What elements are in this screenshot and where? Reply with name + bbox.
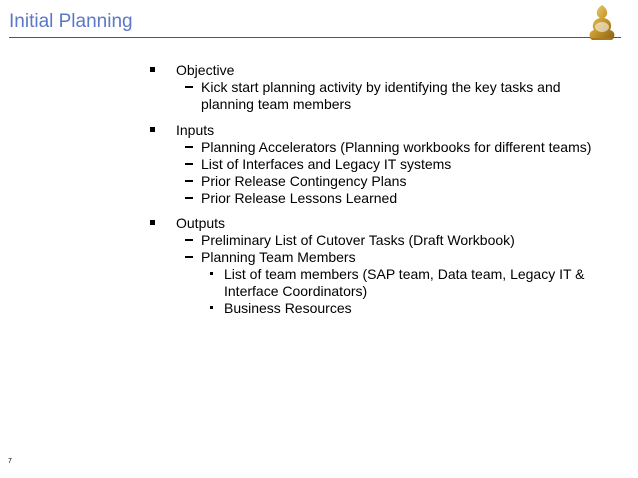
section-heading-inputs: Inputs [176, 122, 215, 138]
page-number: 7 [8, 458, 12, 465]
list-item-line: Preliminary List of Cutover Tasks (Draft Workbook) [201, 232, 515, 248]
list-item-line: Prior Release Lessons Learned [201, 190, 398, 206]
slide-title: Initial Planning [9, 11, 133, 32]
dot-bullet-icon [210, 272, 213, 275]
dash-bullet-icon [185, 146, 193, 148]
list-item-line: Prior Release Contingency Plans [201, 173, 407, 189]
sub-list-item-line: List of team members (SAP team, Data team, Legacy IT & [224, 266, 585, 282]
dash-bullet-icon [185, 180, 193, 182]
list-item-line: Kick start planning activity by identifying the key tasks and [201, 79, 561, 95]
section-heading-outputs: Outputs [176, 215, 226, 231]
section-heading-objective: Objective [176, 62, 235, 78]
dash-bullet-icon [185, 86, 193, 88]
sub-list-item-line: Interface Coordinators) [224, 283, 368, 299]
list-item-line: Planning Accelerators (Planning workbooks for different teams) [201, 139, 592, 155]
square-bullet-icon [150, 220, 155, 225]
dash-bullet-icon [185, 239, 193, 241]
sub-list-item-line: Business Resources [224, 300, 352, 316]
list-item-line: planning team members [201, 96, 352, 112]
square-bullet-icon [150, 67, 155, 72]
list-item-line: Planning Team Members [201, 249, 356, 265]
dash-bullet-icon [185, 256, 193, 258]
dot-bullet-icon [210, 306, 213, 309]
dash-bullet-icon [185, 197, 193, 199]
list-item-line: List of Interfaces and Legacy IT systems [201, 156, 452, 172]
square-bullet-icon [150, 127, 155, 132]
dash-bullet-icon [185, 163, 193, 165]
